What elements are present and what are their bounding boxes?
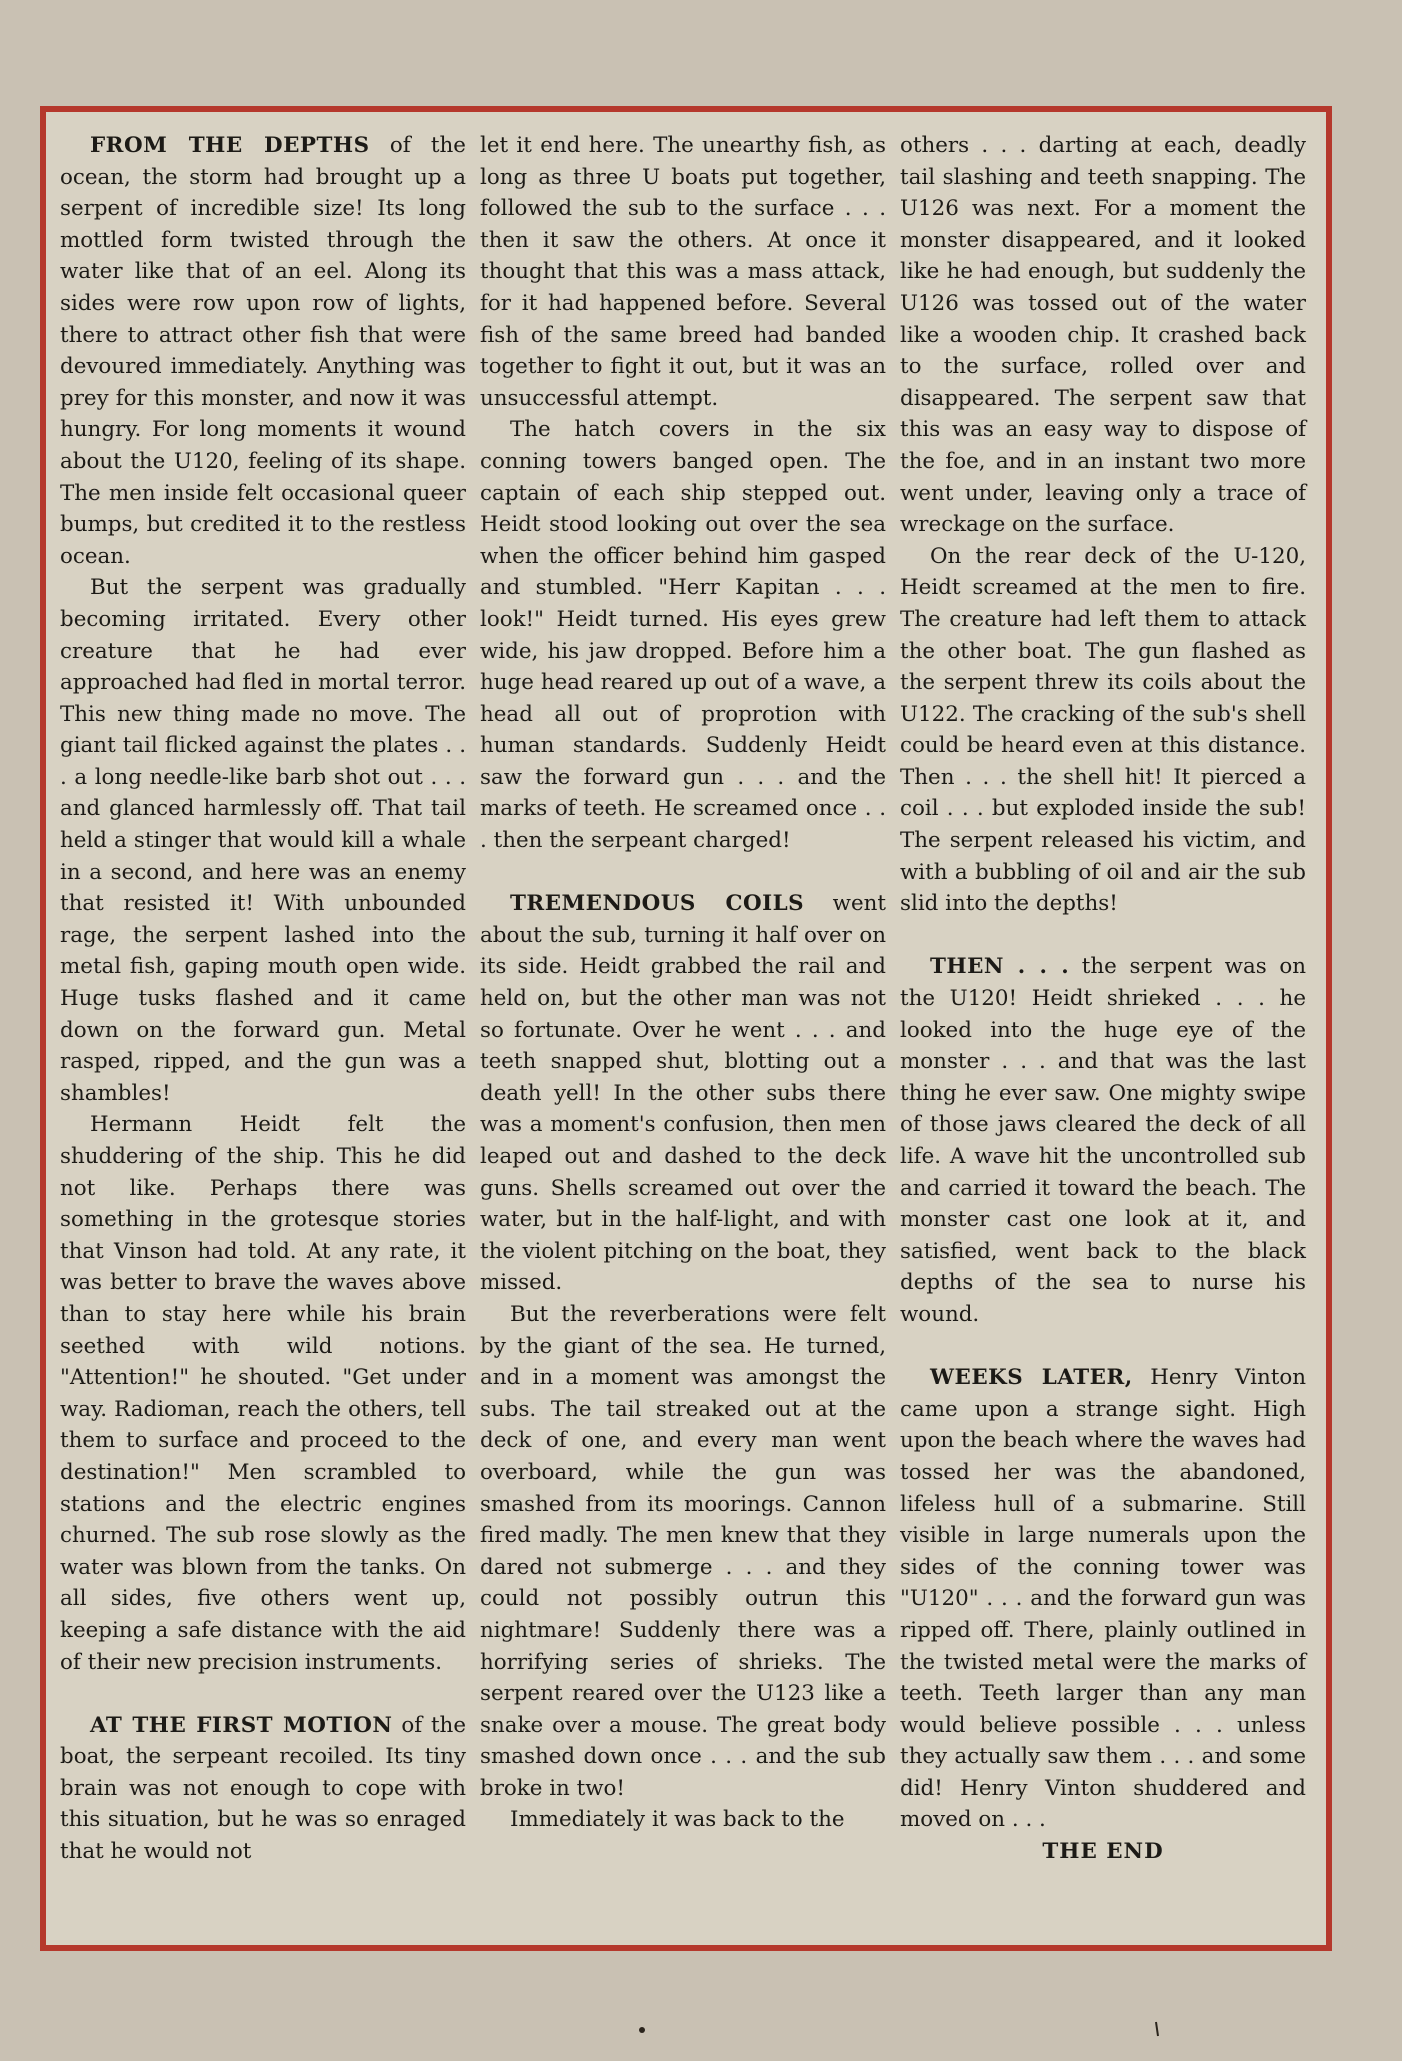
paragraph: But the reverberations were felt by the giant of the sea. He turned, and in a moment was amongst the subs. The tail streaked out at the deck of one, and every man went overboard, while the gun was smashed from its moorings. Cannon fired madly. The men knew that they dared not submerge . . . and they could not possibly outrun this nightmare! Suddenly there was a horrifying series of shrieks. The serpent reared over the U123 like a snake over a mouse. The great body smashed down once . . . and the sub broke in two! [480,1301,886,1801]
paragraph: But the serpent was gradually becoming irritated. Every other creature that he had ever approached had fled in mortal terror. This new thing made no move. The giant tail flicked against the plates . . . a long needle-like barb shot out . . . and glanced harmlessly off. That tail held a stinger that would kill a whale in a second, and here was an enemy that resisted it! With unbounded rage, the serpent lashed into the metal fish, gaping mouth open wide. Huge tusks flashed and it came down on the forward gun. Metal rasped, ripped, and the gun was a shambles! [60,575,466,1106]
paragraph: others . . . darting at each, deadly tail slashing and teeth snapping. The U126 was next. For a moment the monster disappeared, and it looked like he had enough, but suddenly the U126 was tossed out of the water like a wooden chip. It crashed back to the surface, rolled over and disappeared. The serpent saw that this was an easy way to dispose of the foe, and in an instant two more went under, leaving only a trace of wreckage on the surface. [900,133,1306,538]
paragraph-text: Henry Vinton came upon a strange sight. High upon the beach where the waves had tossed her was the abandoned, lifeless hull of a submarine. Still visible in large numerals upon the sides of the conning tower was "U120" . . . and the forward gun was ripped off. There, plainly outlined in the twisted metal were the marks of teeth. Teeth larger than any man would believe possible . . . unless they actually saw them . . . and some did! Henry Vinton shuddered and moved on . . . [900,1365,1306,1833]
the-end-label: THE END [1042,1839,1164,1865]
paragraph-lead: AT THE FIRST MOTION [90,1712,393,1738]
paragraph-text: of the boat, the serpeant recoiled. Its tiny brain was not enough to cope with this situation, but he was so enraged that he would not [60,1712,466,1865]
paragraph: On the rear deck of the U-120, Heidt screamed at the men to fire. The creature had left them to attack the other boat. The gun flashed as the serpent threw its coils about the U122. The cracking of the sub's shell could be heard even at this distance. Then . . . the shell hit! It pierced a coil . . . but exploded inside the sub! The serpent released his victim, and with a bubbling of oil and air the sub slid into the depths! [900,543,1306,917]
paragraph-lead: WEEKS LATER, [930,1365,1133,1391]
paragraph-text: the serpent was on the U120! Heidt shrieked . . . he looked into the huge eye of the monster . . . and that was the last thing he ever saw. One mighty swipe of those jaws cleared the deck of all life. A wave hit the uncontrolled sub and carried it toward the beach. The monster cast one look at it, and satisfied, went back to the black depths of the sea to nurse his wound. [900,954,1306,1327]
paragraph: let it end here. The unearthy fish, as long as three U boats put together, followed the sub to the surface . . . then it saw the others. At once it thought that this was a mass attack, for it had happened before. Several fish of the same breed had banded together to fight it out, but it was an unsuccessful attempt. [480,133,886,411]
paragraph-text: of the ocean, the storm had brought up a serpent of incredible size! Its long mottled form twisted through the water like that of an eel. Along its sides were row upon row of lights, there to attract other fish that were devoured immediately. Anything was prey for this monster, and now it was hungry. For long moments it wound about the U120, feeling of its shape. The men inside felt occasional queer bumps, but credited it to the restless ocean. [60,133,466,569]
paragraph-text: went about the sub, turning it half over on its side. Heidt grabbed the rail and held on, but the other man was not so fortunate. Over he went . . . and teeth snapped shut, blotting out a death yell! In the other subs there was a moment's confusion, then men leaped out and dashed to the deck guns. Shells screamed out over the water, but in the half-light, and with the violent pitching on the boat, they missed. [480,891,886,1296]
paragraph-lead: THEN . . . [930,954,1070,980]
paragraph-lead: FROM THE DEPTHS [90,133,370,158]
paragraph: Immediately it was back to the [510,1807,845,1833]
paragraph-lead: TREMENDOUS COILS [510,891,805,917]
paragraph: The hatch covers in the six conning towers banged open. The captain of each ship stepped out. Heidt stood looking out over the sea when the officer behind him gasped and stumbled. "Herr Kapitan . . . look!" Heidt turned. His eyes grew wide, his jaw dropped. Before him a huge head reared up out of a wave, a head all out of proprotion with human standards. Suddenly Heidt saw the forward gun . . . and the marks of teeth. He screamed once . . . then the serpeant charged! [480,417,886,854]
paragraph: Hermann Heidt felt the shuddering of the ship. This he did not like. Perhaps there was something in the grotesque stories that Vinson had told. At any rate, it was better to brave the waves above than to stay here while his brain seethed with wild notions. "Attention!" he shouted. "Get under way. Radioman, reach the others, tell them to surface and proceed to the destination!" Men scrambled to stations and the electric engines churned. The sub rose slowly as the water was blown from the tanks. On all sides, five others went up, keeping a safe distance with the aid of their new precision instruments. [60,1112,466,1675]
